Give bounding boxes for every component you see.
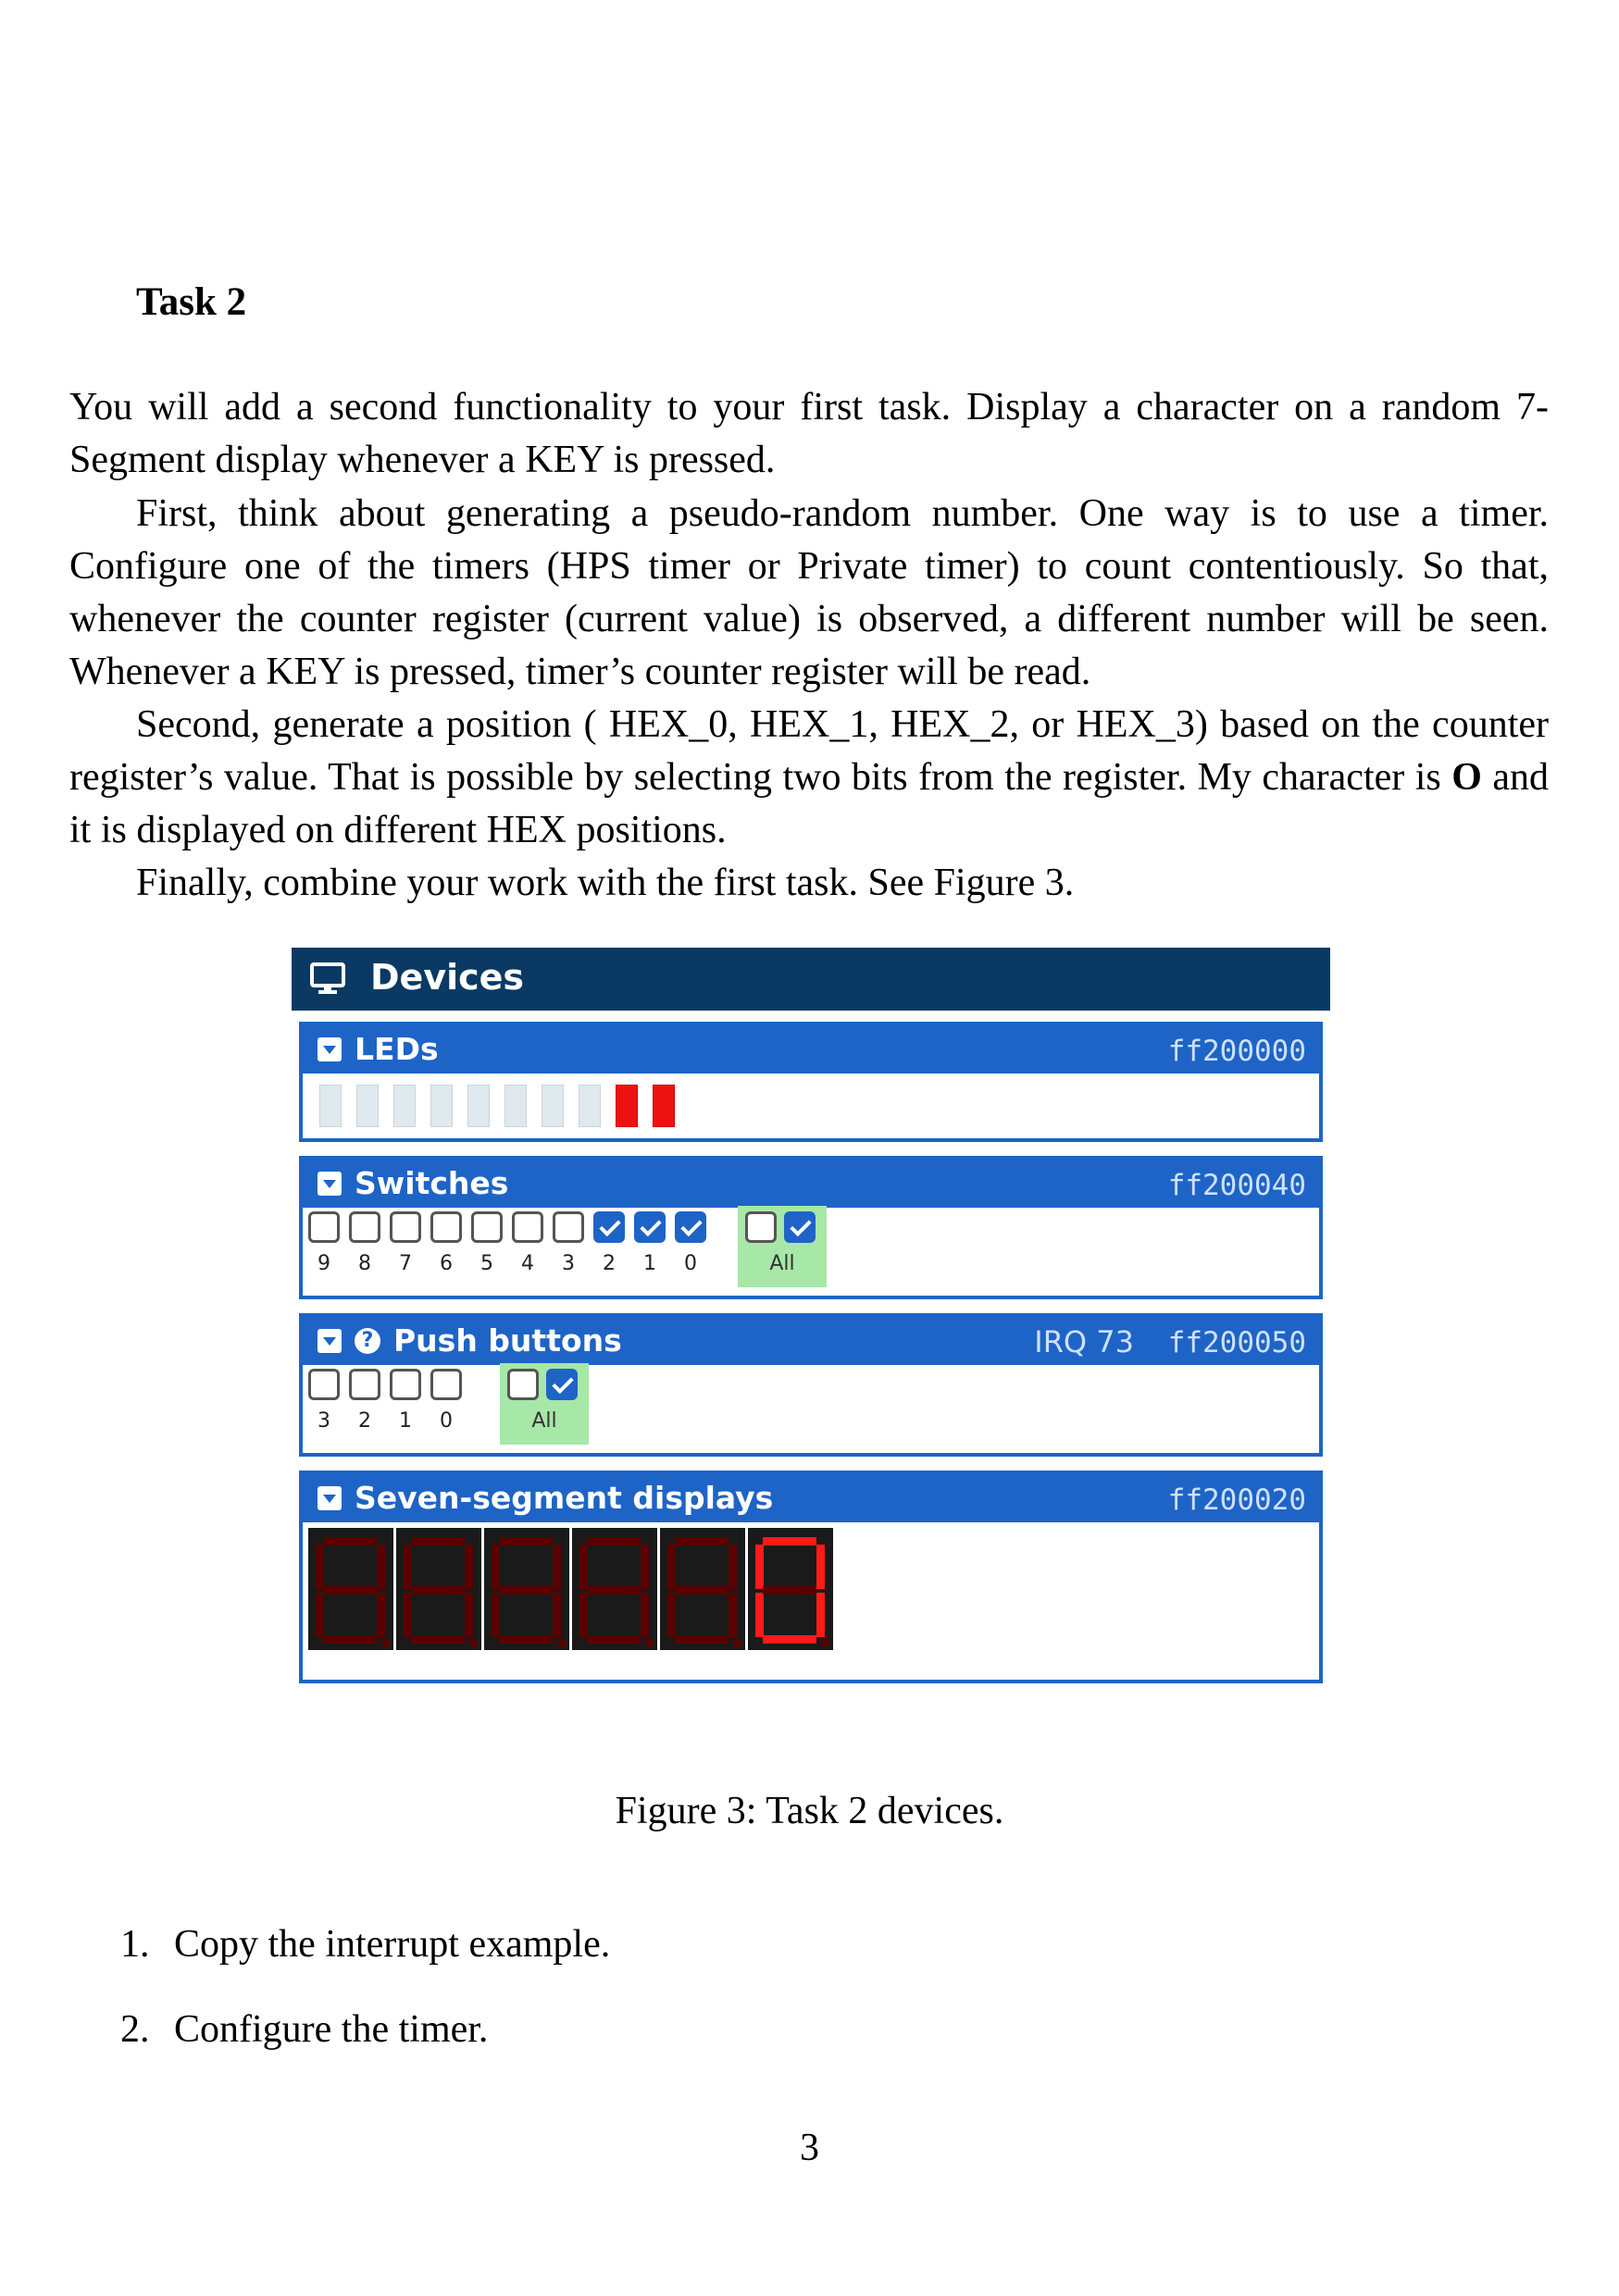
paragraph-position-text-2: and it is displayed on different HEX positions. [69, 756, 1549, 851]
devices-figure [292, 948, 1330, 1693]
segment-a [763, 1537, 816, 1545]
switches-address: ff200040 [1167, 1169, 1306, 1202]
seven-segment-digit [572, 1528, 657, 1650]
switch-checkbox-0[interactable] [675, 1211, 706, 1243]
led-indicator [319, 1085, 342, 1127]
led-indicator [504, 1085, 527, 1127]
segment-b [553, 1545, 561, 1589]
push-buttons-address: ff200050 [1167, 1326, 1306, 1359]
paragraph-position-text-1: Second, generate a position ( HEX_0, HEX_1, HEX_2, or HEX_3) based on the counter register’s value. That is possible by selecting two bits from the register. My character is [69, 703, 1549, 799]
led-indicator [356, 1085, 379, 1127]
segment-b [816, 1545, 825, 1589]
segment-c [641, 1593, 649, 1637]
push-button-checkbox-1[interactable] [390, 1369, 421, 1400]
switch-label: 9 [318, 1252, 330, 1275]
leds-panel-header[interactable] [303, 1025, 1319, 1074]
leds-panel [299, 1022, 1323, 1142]
segment-g [675, 1586, 729, 1595]
collapse-caret-icon[interactable] [318, 1037, 342, 1061]
devices-header [292, 948, 1330, 1011]
seven-segment-address: ff200020 [1167, 1483, 1306, 1517]
segment-d [411, 1635, 465, 1644]
segment-e [316, 1593, 324, 1637]
led-indicator [579, 1085, 601, 1127]
push-buttons-all-clear-checkbox[interactable] [507, 1369, 539, 1400]
segment-d [323, 1635, 377, 1644]
switch-checkbox-1[interactable] [634, 1211, 666, 1243]
switch-label: 1 [643, 1252, 656, 1275]
switch-checkbox-4[interactable] [512, 1211, 543, 1243]
switches-all-set-checkbox[interactable] [784, 1211, 816, 1243]
switch-checkbox-9[interactable] [308, 1211, 340, 1243]
segment-a [499, 1537, 553, 1545]
push-button-checkbox-0[interactable] [430, 1369, 462, 1400]
push-button-label: 3 [318, 1409, 330, 1433]
switch-label: 7 [399, 1252, 412, 1275]
segment-b [377, 1545, 385, 1589]
switch-label: 5 [480, 1252, 493, 1275]
seven-segment-digit [308, 1528, 393, 1650]
seven-segment-digit [396, 1528, 481, 1650]
push-buttons-panel [299, 1313, 1323, 1457]
segment-f [316, 1545, 324, 1589]
segment-a [323, 1537, 377, 1545]
paragraph-position-bold-char: O [1451, 756, 1482, 799]
list-item-number: 2. [120, 2008, 150, 2051]
paragraph-random-number: First, think about generating a pseudo-random number. One way is to use a timer. Configure one of the timers (HPS timer or Private timer) to count contentiously. So that, whenever the counter register (current value) is observed, a different number will be seen. Whenever a KEY is pressed, timer’s counter register will be read. [69, 492, 1549, 693]
push-buttons-all-label: All [531, 1409, 557, 1433]
switches-all-label: All [769, 1252, 795, 1275]
leds-title: LEDs [355, 1031, 439, 1067]
seven-segment-digit [748, 1528, 833, 1650]
decimal-point [646, 1639, 654, 1646]
paragraph-intro: You will add a second functionality to your first task. Display a character on a random 7-Segment display whenever a KEY is pressed. [69, 386, 1549, 481]
segment-e [667, 1593, 676, 1637]
decimal-point [734, 1639, 741, 1646]
list-item [120, 1922, 610, 1967]
push-buttons-title: Push buttons [393, 1322, 622, 1359]
led-indicator [653, 1085, 675, 1127]
led-indicator [542, 1085, 564, 1127]
seven-segment-digit [484, 1528, 569, 1650]
list-item-number: 1. [120, 1923, 150, 1966]
push-button-label: 1 [399, 1409, 412, 1433]
collapse-caret-icon[interactable] [318, 1329, 342, 1353]
segment-f [667, 1545, 676, 1589]
segment-g [587, 1586, 641, 1595]
push-buttons-irq: IRQ 73 [1034, 1324, 1134, 1359]
segment-a [411, 1537, 465, 1545]
segment-d [675, 1635, 729, 1644]
switch-label: 8 [358, 1252, 371, 1275]
segment-c [465, 1593, 473, 1637]
seven-segment-panel [299, 1471, 1323, 1683]
segment-g [499, 1586, 553, 1595]
segment-e [755, 1593, 764, 1637]
segment-b [465, 1545, 473, 1589]
paragraph-combine: Finally, combine your work with the first task. See Figure 3. [136, 862, 1075, 904]
switch-checkbox-2[interactable] [593, 1211, 625, 1243]
segment-d [763, 1635, 816, 1644]
segment-g [763, 1586, 816, 1595]
switch-label: 6 [440, 1252, 453, 1275]
segment-a [675, 1537, 729, 1545]
segment-e [404, 1593, 412, 1637]
segment-e [492, 1593, 500, 1637]
list-item [120, 2007, 488, 2052]
segment-d [587, 1635, 641, 1644]
switches-title: Switches [355, 1165, 509, 1201]
switch-label: 3 [562, 1252, 575, 1275]
segment-g [411, 1586, 465, 1595]
decimal-point [382, 1639, 390, 1646]
segment-g [323, 1586, 377, 1595]
switch-label: 4 [521, 1252, 534, 1275]
push-button-label: 2 [358, 1409, 371, 1433]
switch-label: 0 [684, 1252, 697, 1275]
list-item-text: Copy the interrupt example. [174, 1923, 611, 1966]
segment-e [579, 1593, 588, 1637]
segment-b [729, 1545, 737, 1589]
segment-b [641, 1545, 649, 1589]
switches-all-clear-checkbox[interactable] [745, 1211, 777, 1243]
leds-address: ff200000 [1167, 1035, 1306, 1068]
decimal-point [822, 1639, 829, 1646]
segment-c [816, 1593, 825, 1637]
segment-d [499, 1635, 553, 1644]
page-number: 3 [800, 2127, 819, 2169]
segment-f [755, 1545, 764, 1589]
led-indicator [430, 1085, 453, 1127]
collapse-caret-icon[interactable] [318, 1486, 342, 1510]
switch-checkbox-6[interactable] [430, 1211, 462, 1243]
switch-checkbox-3[interactable] [553, 1211, 584, 1243]
switches-panel-header[interactable] [303, 1160, 1319, 1208]
push-button-checkbox-3[interactable] [308, 1369, 340, 1400]
segment-c [729, 1593, 737, 1637]
list-item-text: Configure the timer. [174, 2008, 489, 2051]
push-buttons-all-set-checkbox[interactable] [546, 1369, 578, 1400]
led-indicator [467, 1085, 490, 1127]
help-icon[interactable]: ? [355, 1328, 380, 1354]
devices-title: Devices [370, 957, 525, 998]
switches-panel [299, 1156, 1323, 1299]
seven-segment-title: Seven-segment displays [355, 1480, 774, 1516]
segment-c [553, 1593, 561, 1637]
decimal-point [558, 1639, 566, 1646]
led-indicator [393, 1085, 416, 1127]
decimal-point [470, 1639, 478, 1646]
segment-f [404, 1545, 412, 1589]
segment-a [587, 1537, 641, 1545]
led-indicator [616, 1085, 638, 1127]
push-button-checkbox-2[interactable] [349, 1369, 380, 1400]
figure-caption: Figure 3: Task 2 devices. [615, 1790, 1004, 1832]
switch-label: 2 [603, 1252, 616, 1275]
paragraph-position [69, 699, 1549, 857]
segment-f [492, 1545, 500, 1589]
push-buttons-panel-header[interactable] [303, 1317, 1319, 1365]
switch-checkbox-8[interactable] [349, 1211, 380, 1243]
seven-segment-panel-header[interactable] [303, 1474, 1319, 1522]
switch-checkbox-5[interactable] [471, 1211, 503, 1243]
segment-f [579, 1545, 588, 1589]
segment-c [377, 1593, 385, 1637]
push-button-label: 0 [440, 1409, 453, 1433]
switch-checkbox-7[interactable] [390, 1211, 421, 1243]
collapse-caret-icon[interactable] [318, 1172, 342, 1196]
monitor-icon [310, 962, 345, 996]
seven-segment-digit [660, 1528, 745, 1650]
section-heading: Task 2 [136, 280, 247, 324]
